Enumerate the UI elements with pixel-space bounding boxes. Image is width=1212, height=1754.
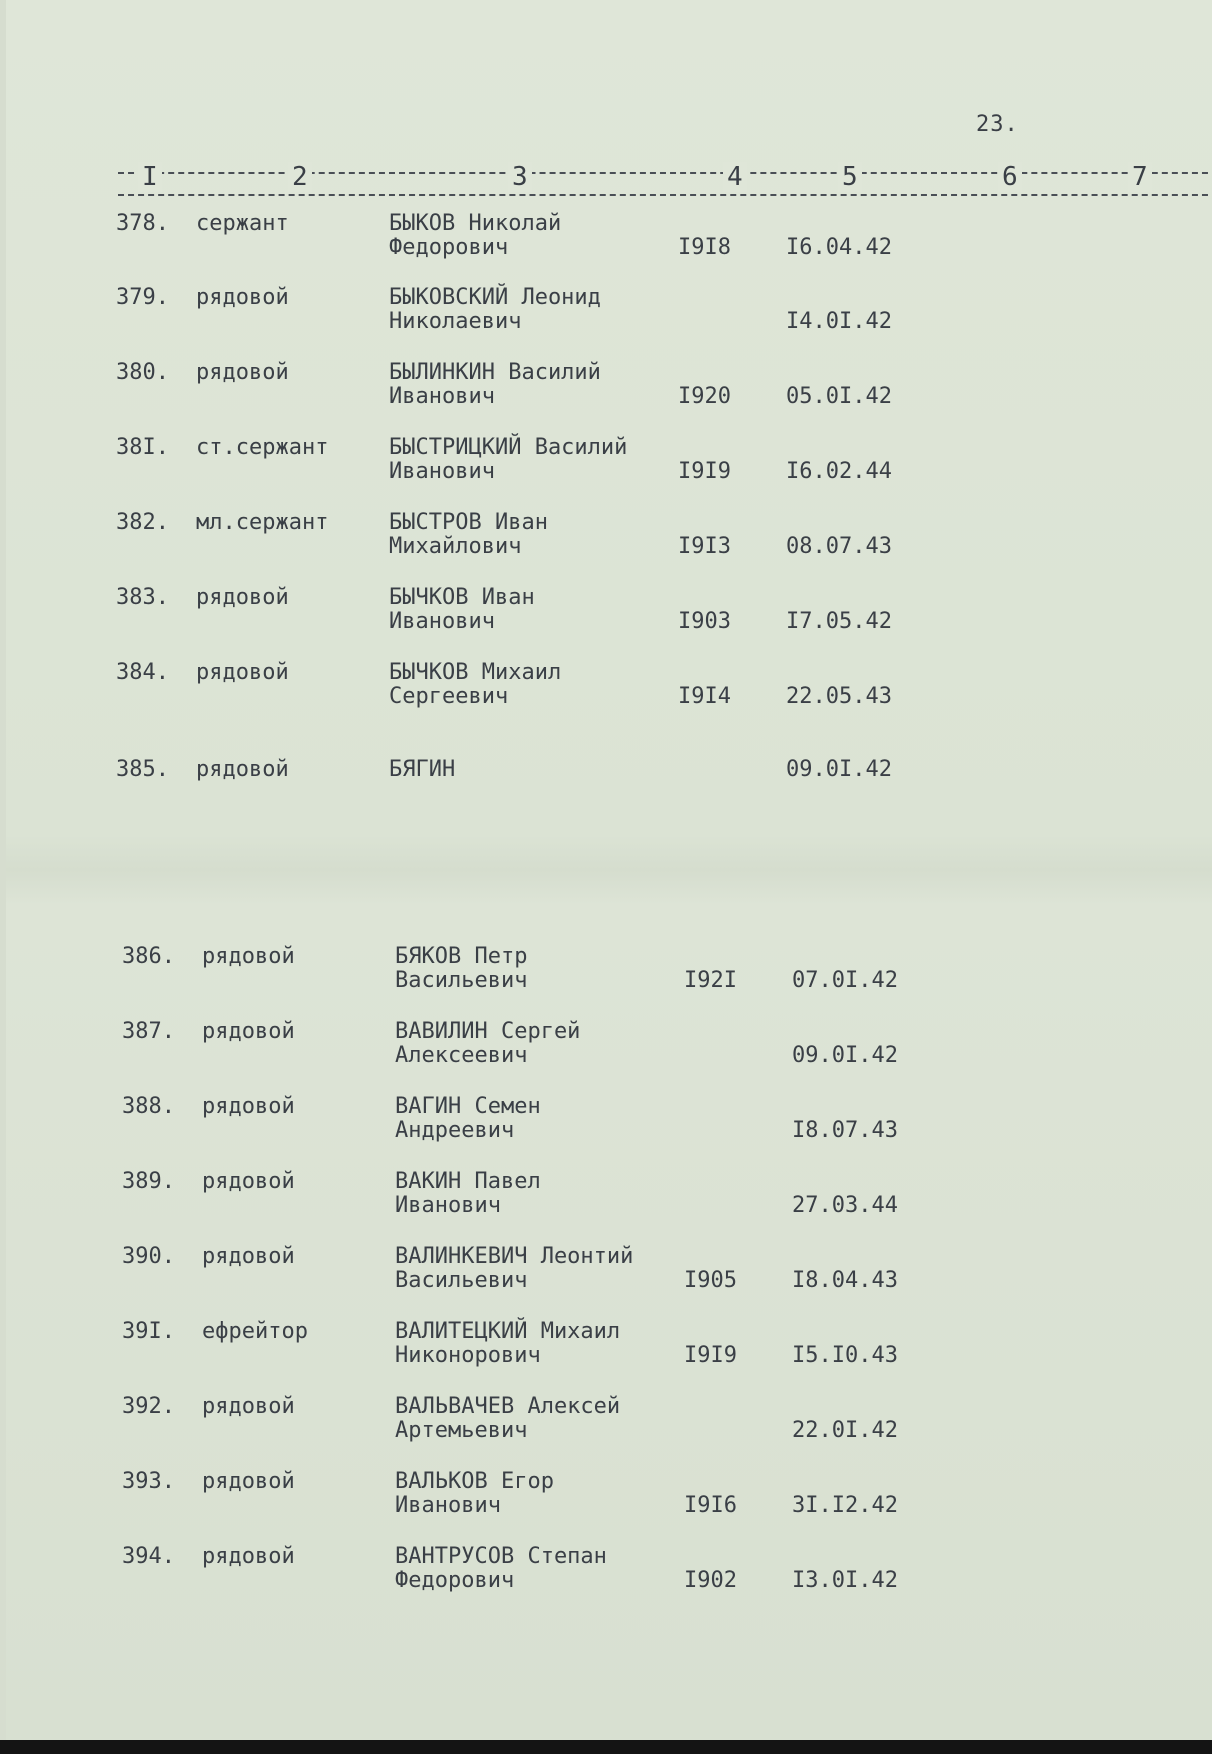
entry-patronymic: Иванович bbox=[395, 1493, 501, 1518]
entry-date: I8.04.43 bbox=[792, 1268, 898, 1293]
entry-rank: рядовой bbox=[202, 1394, 295, 1419]
entry-rank: ефрейтор bbox=[202, 1319, 308, 1344]
entry-number: 389. bbox=[122, 1169, 175, 1194]
entry-surname-name: БЫСТРОВ Иван bbox=[389, 510, 548, 535]
entry-number: 394. bbox=[122, 1544, 175, 1569]
column-number-1: I bbox=[138, 162, 162, 192]
entry-rank: рядовой bbox=[202, 1094, 295, 1119]
entry-birth-year: I905 bbox=[684, 1268, 737, 1293]
entry-birth-year: I9I6 bbox=[684, 1493, 737, 1518]
entry-date: I6.04.42 bbox=[786, 235, 892, 260]
entry-date: 09.0I.42 bbox=[792, 1043, 898, 1068]
entry-patronymic: Иванович bbox=[395, 1193, 501, 1218]
entry-number: 392. bbox=[122, 1394, 175, 1419]
entry-rank: рядовой bbox=[196, 757, 289, 782]
column-number-3: 3 bbox=[508, 162, 532, 192]
entry-number: 378. bbox=[116, 211, 169, 236]
entry-surname-name: БЫСТРИЦКИЙ Василий bbox=[389, 435, 628, 460]
entry-rank: рядовой bbox=[196, 585, 289, 610]
entry-number: 386. bbox=[122, 944, 175, 969]
entry-patronymic: Федорович bbox=[389, 235, 509, 260]
entry-patronymic: Васильевич bbox=[395, 968, 528, 993]
entry-birth-year: I902 bbox=[684, 1568, 737, 1593]
entry-rank: рядовой bbox=[202, 1169, 295, 1194]
entry-number: 390. bbox=[122, 1244, 175, 1269]
entry-rank: рядовой bbox=[196, 360, 289, 385]
entry-patronymic: Федорович bbox=[395, 1568, 515, 1593]
entry-date: I3.0I.42 bbox=[792, 1568, 898, 1593]
entry-birth-year: I9I3 bbox=[678, 534, 731, 559]
entry-rank: рядовой bbox=[196, 285, 289, 310]
document-page bbox=[6, 0, 1212, 1740]
entry-patronymic: Михайлович bbox=[389, 534, 522, 559]
entry-number: 393. bbox=[122, 1469, 175, 1494]
entry-number: 385. bbox=[116, 757, 169, 782]
entry-surname-name: ВАЛЬВАЧЕВ Алексей bbox=[395, 1394, 621, 1419]
entry-patronymic: Андреевич bbox=[395, 1118, 515, 1143]
entry-patronymic: Иванович bbox=[389, 459, 495, 484]
entry-patronymic: Сергеевич bbox=[389, 684, 509, 709]
entry-date: 22.05.43 bbox=[786, 684, 892, 709]
entry-birth-year: I9I9 bbox=[678, 459, 731, 484]
column-number-6: 6 bbox=[998, 162, 1022, 192]
entry-date: I8.07.43 bbox=[792, 1118, 898, 1143]
entry-rank: рядовой bbox=[202, 1244, 295, 1269]
entry-rank: рядовой bbox=[202, 944, 295, 969]
entry-surname-name: БЫКОВСКИЙ Леонид bbox=[389, 285, 601, 310]
header-dash-line-top bbox=[118, 172, 1212, 174]
column-number-4: 4 bbox=[723, 162, 747, 192]
column-header-row bbox=[118, 160, 1212, 204]
entry-date: 3I.I2.42 bbox=[792, 1493, 898, 1518]
entry-patronymic: Васильевич bbox=[395, 1268, 528, 1293]
entry-number: 387. bbox=[122, 1019, 175, 1044]
entry-number: 388. bbox=[122, 1094, 175, 1119]
entry-rank: мл.сержант bbox=[196, 510, 329, 535]
entry-birth-year: I9I8 bbox=[678, 235, 731, 260]
entry-date: 27.03.44 bbox=[792, 1193, 898, 1218]
entry-rank: рядовой bbox=[202, 1019, 295, 1044]
entry-surname-name: БЫЧКОВ Иван bbox=[389, 585, 535, 610]
entry-date: I5.I0.43 bbox=[792, 1343, 898, 1368]
column-number-2: 2 bbox=[288, 162, 312, 192]
entry-surname-name: БЯГИН bbox=[389, 757, 456, 782]
entry-surname-name: ВАВИЛИН Сергей bbox=[395, 1019, 581, 1044]
page-number: 23. bbox=[976, 112, 1019, 137]
entry-birth-year: I92I bbox=[684, 968, 737, 993]
scan-edge bbox=[0, 1740, 1212, 1754]
entry-surname-name: БЫЧКОВ Михаил bbox=[389, 660, 562, 685]
entry-date: 09.0I.42 bbox=[786, 757, 892, 782]
entry-birth-year: I903 bbox=[678, 609, 731, 634]
entry-surname-name: ВАЛИНКЕВИЧ Леонтий bbox=[395, 1244, 634, 1269]
entry-rank: рядовой bbox=[202, 1469, 295, 1494]
entry-date: 07.0I.42 bbox=[792, 968, 898, 993]
entry-birth-year: I920 bbox=[678, 384, 731, 409]
entry-date: 22.0I.42 bbox=[792, 1418, 898, 1443]
entry-rank: ст.сержант bbox=[196, 435, 329, 460]
entry-patronymic: Алексеевич bbox=[395, 1043, 528, 1068]
entry-number: 380. bbox=[116, 360, 169, 385]
entry-date: 05.0I.42 bbox=[786, 384, 892, 409]
entry-surname-name: БЫКОВ Николай bbox=[389, 211, 562, 236]
entry-number: 384. bbox=[116, 660, 169, 685]
entry-number: 379. bbox=[116, 285, 169, 310]
entry-surname-name: ВАЛИТЕЦКИЙ Михаил bbox=[395, 1319, 621, 1344]
column-number-5: 5 bbox=[838, 162, 862, 192]
entry-surname-name: БЫЛИНКИН Василий bbox=[389, 360, 601, 385]
entry-rank: рядовой bbox=[202, 1544, 295, 1569]
entry-surname-name: ВАГИН Семен bbox=[395, 1094, 541, 1119]
entry-surname-name: ВАКИН Павел bbox=[395, 1169, 541, 1194]
entry-number: 38I. bbox=[116, 435, 169, 460]
entry-rank: рядовой bbox=[196, 660, 289, 685]
entry-patronymic: Николаевич bbox=[389, 309, 522, 334]
entry-number: 383. bbox=[116, 585, 169, 610]
entry-date: I4.0I.42 bbox=[786, 309, 892, 334]
entry-birth-year: I9I9 bbox=[684, 1343, 737, 1368]
column-number-7: 7 bbox=[1128, 162, 1152, 192]
entry-patronymic: Никонорович bbox=[395, 1343, 541, 1368]
entry-number: 39I. bbox=[122, 1319, 175, 1344]
entry-date: I6.02.44 bbox=[786, 459, 892, 484]
entry-date: I7.05.42 bbox=[786, 609, 892, 634]
entry-patronymic: Иванович bbox=[389, 609, 495, 634]
entry-surname-name: ВАНТРУСОВ Степан bbox=[395, 1544, 607, 1569]
entry-surname-name: БЯКОВ Петр bbox=[395, 944, 528, 969]
entry-patronymic: Иванович bbox=[389, 384, 495, 409]
entry-birth-year: I9I4 bbox=[678, 684, 731, 709]
entry-number: 382. bbox=[116, 510, 169, 535]
header-dash-line-bottom bbox=[118, 194, 1212, 196]
entry-surname-name: ВАЛЬКОВ Егор bbox=[395, 1469, 554, 1494]
entry-date: 08.07.43 bbox=[786, 534, 892, 559]
entry-rank: сержант bbox=[196, 211, 289, 236]
entry-patronymic: Артемьевич bbox=[395, 1418, 528, 1443]
